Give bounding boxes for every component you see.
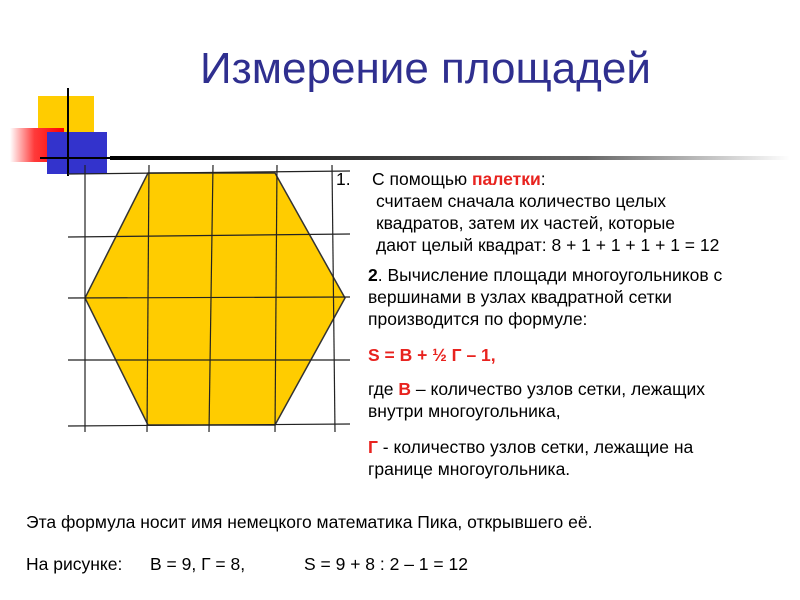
- example-values: В = 9, Г = 8,: [150, 554, 246, 574]
- point1-number: 1.: [336, 169, 351, 189]
- point1-line1: [372, 168, 546, 190]
- def-g-text: - количество узлов сетки, лежащие на: [377, 437, 694, 457]
- point1-line1-prefix: С помощью: [372, 169, 472, 189]
- def-b-text: – количество узлов сетки, лежащих: [411, 379, 706, 399]
- example-calculation: S = 9 + 8 : 2 – 1 = 12: [304, 554, 468, 574]
- point2-number: 2: [368, 265, 378, 285]
- def-g-line2: границе многоугольника.: [368, 459, 571, 479]
- pick-note: Эта формула носит имя немецкого математика Пика, открывшего её.: [26, 512, 593, 532]
- point1-line1-suffix: :: [540, 169, 546, 189]
- def-b-line1: [368, 378, 705, 400]
- def-g-line1: [368, 436, 693, 458]
- point2-line3: производится по формуле:: [368, 309, 588, 329]
- point1-line4: дают целый квадрат: 8 + 1 + 1 + 1 + 1 = 12: [376, 235, 720, 255]
- point2-line1-text: . Вычисление площади многоугольников с: [377, 265, 723, 285]
- point2-line2: вершинами в узлах квадратной сетки: [368, 287, 672, 307]
- pick-formula: S = В + ½ Г – 1,: [368, 345, 496, 365]
- hexagon-polygon: [85, 173, 345, 425]
- page-title: Измерение площадей: [200, 44, 651, 93]
- def-b-line2: внутри многоугольника,: [368, 401, 561, 421]
- example-label: На рисунке:: [26, 554, 123, 574]
- point1-line2: считаем сначала количество целых: [376, 191, 667, 211]
- point1-line3: квадратов, затем их частей, которые: [376, 213, 676, 233]
- point2-line1: [368, 264, 722, 286]
- palette-term: палетки: [471, 169, 541, 189]
- def-b-prefix: где: [368, 379, 399, 399]
- def-g-letter: Г: [368, 437, 378, 457]
- def-b-letter: В: [398, 379, 412, 399]
